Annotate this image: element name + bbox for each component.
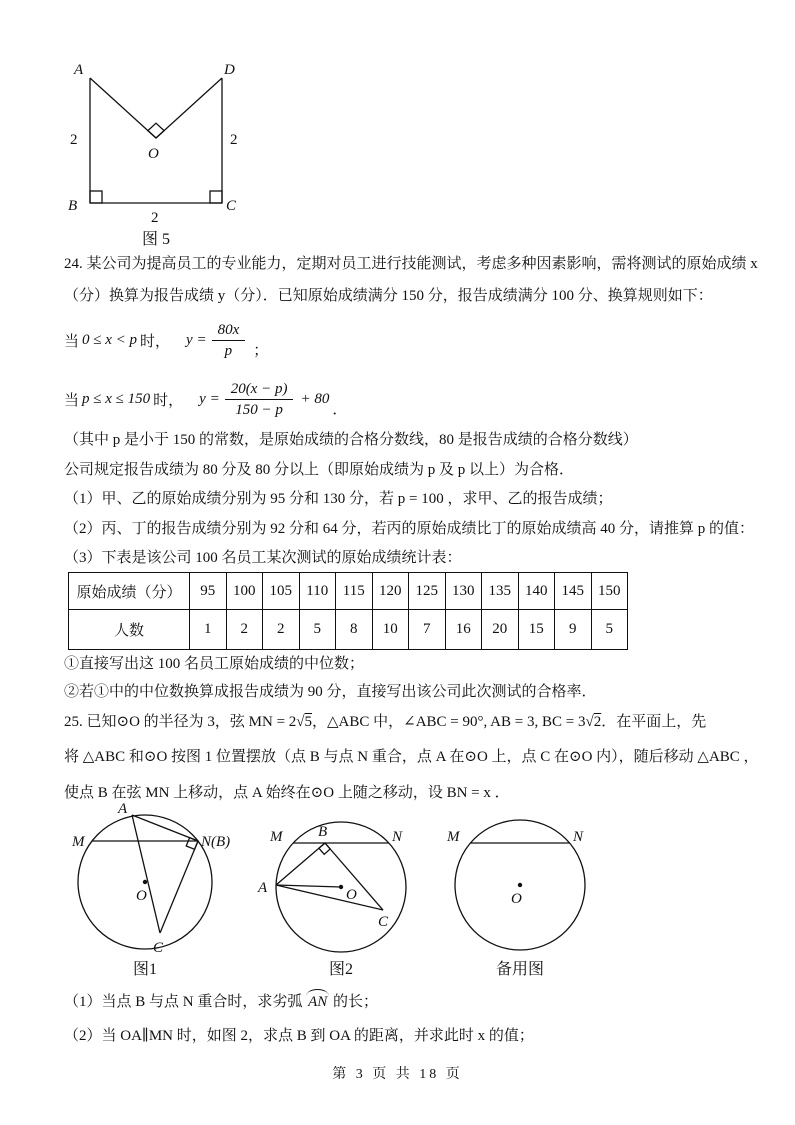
score-cell: 130	[445, 573, 482, 610]
p25-question-1	[64, 992, 754, 1012]
p24-subquestion-2: ②若①中的中位数换算成报告成绩为 90 分，直接写出该公司此次测试的合格率．	[64, 684, 597, 700]
center-o-label: O	[346, 887, 357, 903]
center-dot	[339, 885, 343, 889]
rule1-fraction	[212, 321, 246, 360]
length-bc: 2	[151, 210, 159, 226]
point-a-label: A	[258, 880, 268, 896]
p25-question-2: （2）当 OA∥MN 时，如图 2，求点 B 到 OA 的距离，并求此时 x 的值；	[64, 1028, 534, 1044]
rule2-fraction	[225, 380, 294, 419]
segment-do	[156, 78, 222, 138]
table-row-counts	[69, 610, 628, 650]
p25-q1-text-b: 的长；	[329, 994, 379, 1010]
p24-rule-2	[64, 372, 347, 426]
p25-l1-text-c: ．在平面上，先	[601, 714, 707, 730]
segment-ab	[276, 843, 325, 885]
count-cell: 16	[445, 610, 482, 650]
center-o-label: O	[136, 888, 147, 904]
center-dot	[518, 883, 522, 887]
figure-5	[56, 48, 286, 253]
count-cell: 2	[263, 610, 300, 650]
p24-intro-line2: （分）换算为报告成绩 y（分）．已知原始成绩满分 150 分，报告成绩满分 100 分、换算规则如下：	[64, 288, 713, 304]
length-dc: 2	[230, 132, 238, 148]
vertex-b-label: B	[68, 198, 78, 214]
point-c-label: C	[378, 914, 389, 930]
point-m-label: M	[447, 829, 460, 845]
p24-question-1: （1）甲、乙的原始成绩分别为 95 分和 130 分，若 p = 100 ，求甲、乙的报告成绩；	[64, 491, 613, 507]
right-angle-marker-o	[148, 123, 164, 138]
figure-spare	[433, 800, 611, 980]
p25-q1-arc-an: AN	[308, 994, 328, 1010]
vertex-d-label: D	[224, 62, 235, 78]
count-cell: 5	[591, 610, 628, 650]
p25-intro-line3: 使点 B 在弦 MN 上移动，点 A 始终在⊙O 上随之移动，设 BN = x ．	[64, 785, 510, 801]
count-cell: 2	[226, 610, 263, 650]
score-cell: 95	[190, 573, 227, 610]
p25-radicand-2: 2	[593, 714, 602, 730]
score-table	[68, 572, 628, 650]
table-row-scores	[69, 573, 628, 610]
right-angle-marker-b	[319, 843, 330, 854]
rule1-tail: ；	[253, 342, 269, 359]
figure-1-caption: 图1	[132, 961, 158, 978]
count-cell: 20	[482, 610, 519, 650]
score-cell: 145	[555, 573, 592, 610]
p25-intro-line2: 将 △ABC 和⊙O 按图 1 位置摆放（点 B 与点 N 重合，点 A 在⊙O 上，点 C 在⊙O 内），随后移动 △ABC ，	[64, 749, 759, 765]
p25-q1-text-a: （1）当点 B 与点 N 重合时，求劣弧	[64, 994, 307, 1010]
count-cell: 7	[409, 610, 446, 650]
segment-nc	[160, 841, 198, 933]
rule2-shi: 时，	[153, 392, 184, 409]
rule2-condition: p ≤ x ≤ 150	[82, 390, 151, 407]
point-m-label: M	[72, 834, 85, 850]
rule1-formula	[186, 321, 268, 360]
rule1-denominator: p	[224, 342, 233, 359]
point-nb-label: N(B)	[201, 834, 231, 850]
p25-intro-line1	[64, 712, 754, 732]
p25-l1-text-b: ，△ABC 中，∠ABC = 90°, AB = 3, BC = 3√	[312, 714, 594, 730]
p24-question-2: （2）丙、丁的报告成绩分别为 92 分和 64 分，若丙的原始成绩比丁的原始成绩高 40 分，请推算 p 的值：	[64, 521, 755, 537]
point-n-label: N	[573, 829, 584, 845]
rule1-condition: 0 ≤ x < p	[82, 331, 138, 348]
right-angle-marker-c	[210, 191, 222, 203]
point-a-label: A	[118, 801, 128, 817]
p25-radicand-1: 5	[304, 714, 313, 730]
count-cell: 10	[372, 610, 409, 650]
point-n-label: N	[392, 829, 403, 845]
score-cell: 135	[482, 573, 519, 610]
rule1-numerator: 80x	[212, 321, 246, 341]
vertex-c-label: C	[226, 198, 237, 214]
rule2-tail: ．	[332, 401, 348, 418]
center-o-label: O	[511, 891, 522, 907]
count-cell: 8	[336, 610, 373, 650]
point-c-label: C	[153, 940, 164, 956]
p24-rule-1	[64, 316, 268, 364]
figure-2	[254, 800, 432, 980]
rule1-lhs: y =	[186, 331, 207, 348]
segment-an	[132, 815, 198, 841]
rule1-pre: 当	[64, 333, 80, 350]
point-m-label: M	[270, 829, 283, 845]
count-header-cell: 人数	[69, 610, 190, 650]
score-cell: 140	[518, 573, 555, 610]
p24-question-3: （3）下表是该公司 100 名员工某次测试的原始成绩统计表：	[64, 550, 462, 566]
rule2-numerator: 20(x − p)	[225, 380, 294, 400]
rule2-pre: 当	[64, 392, 80, 409]
score-cell: 125	[409, 573, 446, 610]
count-cell: 15	[518, 610, 555, 650]
score-cell: 115	[336, 573, 373, 610]
score-cell: 100	[226, 573, 263, 610]
figure-1-drawing	[58, 800, 236, 980]
rule2-lhs: y =	[199, 390, 220, 407]
figure-spare-drawing	[433, 800, 611, 980]
figure-2-caption: 图2	[328, 961, 354, 978]
figure-5-caption: 图 5	[141, 231, 171, 248]
p24-intro-line1: 24. 某公司为提高员工的专业能力，定期对员工进行技能测试，考虑多种因素影响，需将测试的原始成绩 x	[64, 256, 758, 272]
figure-5-drawing	[56, 48, 286, 253]
figure-2-drawing	[254, 800, 432, 980]
p24-subquestion-1: ①直接写出这 100 名员工原始成绩的中位数；	[64, 656, 365, 672]
vertex-a-label: A	[74, 62, 84, 78]
rule2-denominator: 150 − p	[235, 401, 283, 418]
count-cell: 9	[555, 610, 592, 650]
rule2-plus-term: + 80	[300, 390, 330, 407]
segment-ac	[276, 885, 383, 910]
p24-note2: 公司规定报告成绩为 80 分及 80 分以上（即原始成绩为 p 及 p 以上）为合格．	[64, 462, 575, 478]
segment-ao	[90, 78, 156, 138]
p24-note1: （其中 p 是小于 150 的常数，是原始成绩的合格分数线，80 是报告成绩的合格分数线）	[64, 432, 638, 448]
figure-spare-caption: 备用图	[495, 961, 545, 978]
right-angle-marker-b	[90, 191, 102, 203]
rule2-formula	[199, 380, 347, 419]
vertex-o-label: O	[148, 146, 159, 162]
center-dot	[143, 880, 147, 884]
page-number-footer: 第 3 页 共 18 页	[332, 1067, 463, 1082]
score-cell: 120	[372, 573, 409, 610]
segment-ac	[132, 815, 160, 933]
length-ab: 2	[70, 132, 78, 148]
rule1-shi: 时，	[140, 333, 171, 350]
p25-l1-text-a: 25. 已知⊙O 的半径为 3，弦 MN = 2√	[64, 714, 305, 730]
score-header-cell: 原始成绩（分）	[69, 573, 190, 610]
point-b-label: B	[318, 824, 328, 840]
count-cell: 1	[190, 610, 227, 650]
score-cell: 105	[263, 573, 300, 610]
count-cell: 5	[299, 610, 336, 650]
score-cell: 150	[591, 573, 628, 610]
figure-1	[58, 800, 236, 980]
score-cell: 110	[299, 573, 336, 610]
